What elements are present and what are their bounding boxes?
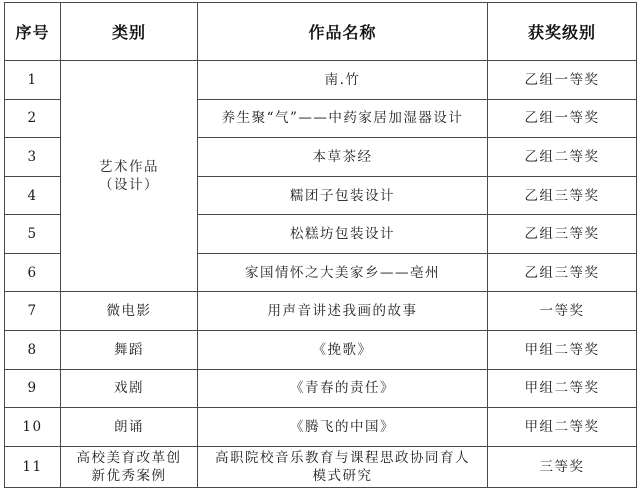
row-seq: 10 [5,408,61,447]
row-seq: 2 [5,99,61,138]
row-award: 甲组二等奖 [488,408,637,447]
row-work-title: 松糕坊包装设计 [198,215,488,254]
row-category: 微电影 [61,292,198,331]
row-work-title: 《腾飞的中国》 [198,408,488,447]
table-row [5,331,637,370]
header-award-level: 获奖级别 [488,3,637,61]
row-seq: 1 [5,61,61,100]
category-art-line1: 艺术作品 [99,159,159,176]
row-seq: 7 [5,292,61,331]
category-art-line2: （设计） [99,177,159,194]
row-category: 戏剧 [61,369,198,408]
category-cell-art-design [61,61,198,292]
row-seq: 8 [5,331,61,370]
row-award: 乙组一等奖 [488,61,637,100]
row-work-title: 养生聚“气”——中药家居加湿器设计 [198,99,488,138]
row-award: 一等奖 [488,292,637,331]
category-line2: 新优秀案例 [91,467,167,484]
row-seq: 3 [5,138,61,177]
header-work-title: 作品名称 [198,3,488,61]
row-work-title: 用声音讲述我画的故事 [198,292,488,331]
row-seq: 5 [5,215,61,254]
row-award: 乙组三等奖 [488,176,637,215]
row-award: 乙组三等奖 [488,215,637,254]
row-work-title: 家国情怀之大美家乡——亳州 [198,253,488,292]
header-category: 类别 [61,3,198,61]
work-title-line2: 模式研究 [312,467,373,484]
header-seq: 序号 [5,3,61,61]
row-seq: 4 [5,176,61,215]
row-award: 甲组二等奖 [488,331,637,370]
row-category: 舞蹈 [61,331,198,370]
awards-table [4,2,637,488]
table-row [5,61,637,100]
table-row [5,408,637,447]
work-title-line1: 高职院校音乐教育与课程思政协同育人 [215,449,470,466]
row-work-title: 《挽歌》 [198,331,488,370]
table-row [5,292,637,331]
row-award: 三等奖 [488,446,637,487]
row-award: 乙组三等奖 [488,253,637,292]
table-header-row [5,3,637,61]
row-category [61,446,198,487]
row-work-title: 《青春的责任》 [198,369,488,408]
row-seq: 9 [5,369,61,408]
row-category: 朗诵 [61,408,198,447]
row-award: 乙组一等奖 [488,99,637,138]
table-row [5,446,637,487]
row-work-title: 本草茶经 [198,138,488,177]
row-award: 乙组二等奖 [488,138,637,177]
row-award: 甲组二等奖 [488,369,637,408]
table-row [5,369,637,408]
category-line1: 高校美育改革创 [76,449,182,466]
row-work-title: 南.竹 [198,61,488,100]
row-seq: 6 [5,253,61,292]
row-work-title: 糯团子包装设计 [198,176,488,215]
row-work-title [198,446,488,487]
row-seq: 11 [5,446,61,487]
